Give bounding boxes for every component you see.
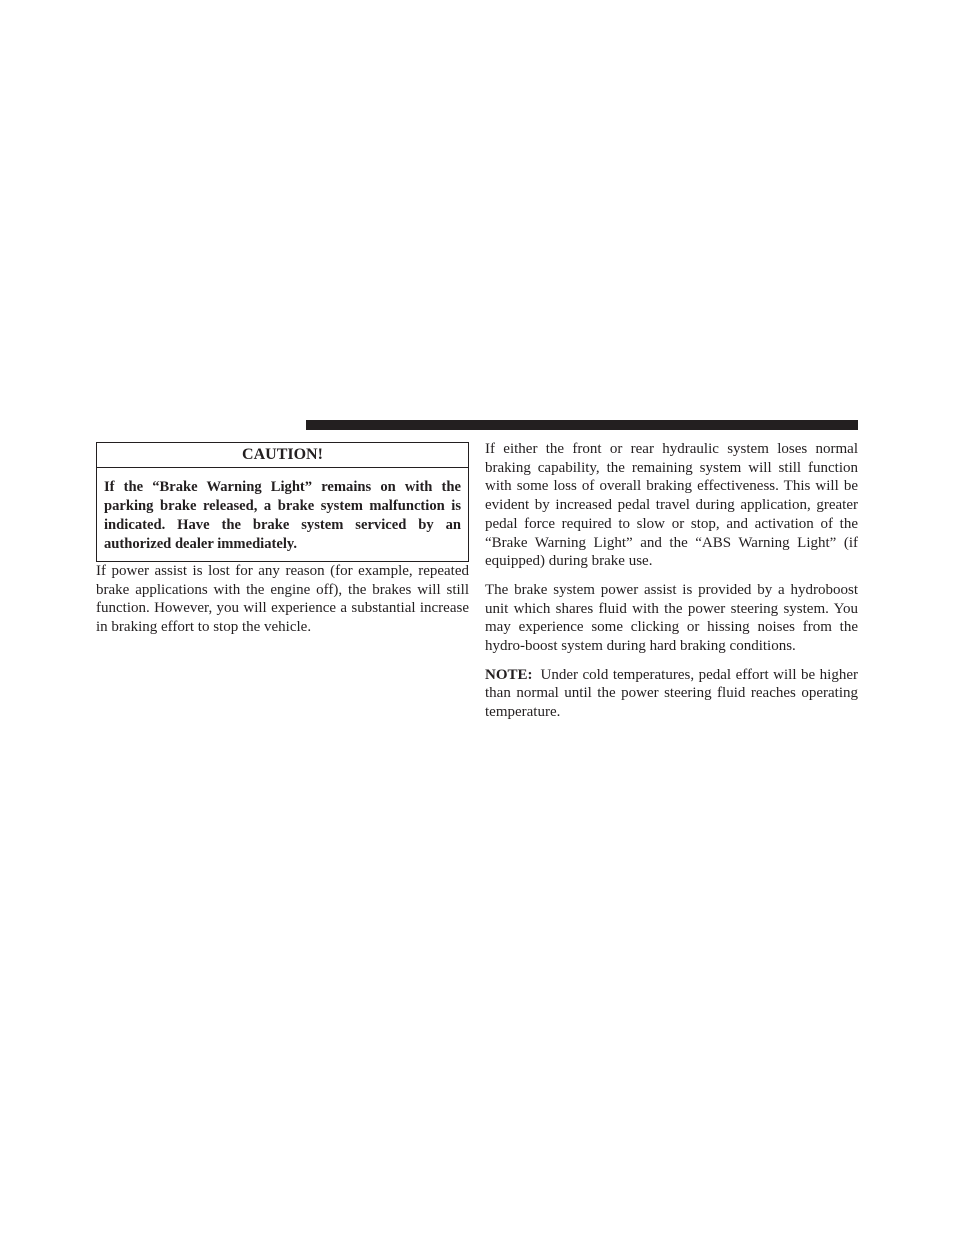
note-label: NOTE: <box>485 666 533 683</box>
caution-box <box>96 442 469 562</box>
left-column <box>96 442 469 637</box>
right-column <box>485 440 858 722</box>
caution-body: If the “Brake Warning Light” remains on with the parking brake released, a brake system malfunction is indicated. Have the brake system serviced by an authorized dealer immediately. <box>104 479 461 552</box>
section-header-rule <box>306 420 858 430</box>
hydro-boost-paragraph: The brake system power assist is provided by a hydroboost unit which shares fluid with the power steering system. You may experience some clicking or hissing noises from the hydro-boost system during hard braking conditions. <box>485 581 858 655</box>
caution-title: CAUTION! <box>97 443 468 468</box>
note-paragraph <box>485 666 858 722</box>
note-text: Under cold temperatures, pedal effort will be higher than normal until the power steering fluid reaches operating temperature. <box>485 666 858 721</box>
power-assist-paragraph: If power assist is lost for any reason (for example, repeated brake applications with the engine off), the brakes will still function. However, you will experience a substantial increase in braking effort to stop the vehicle. <box>96 563 469 636</box>
hydraulic-system-paragraph: If either the front or rear hydraulic system loses normal braking capability, the remaining system will still function with some loss of overall braking effectiveness. This will be evident by increased pedal travel during application, greater pedal force required to slow or stop, and activation of the “Brake Warning Light” and the “ABS Warning Light” (if equipped) during brake use. <box>485 441 858 570</box>
